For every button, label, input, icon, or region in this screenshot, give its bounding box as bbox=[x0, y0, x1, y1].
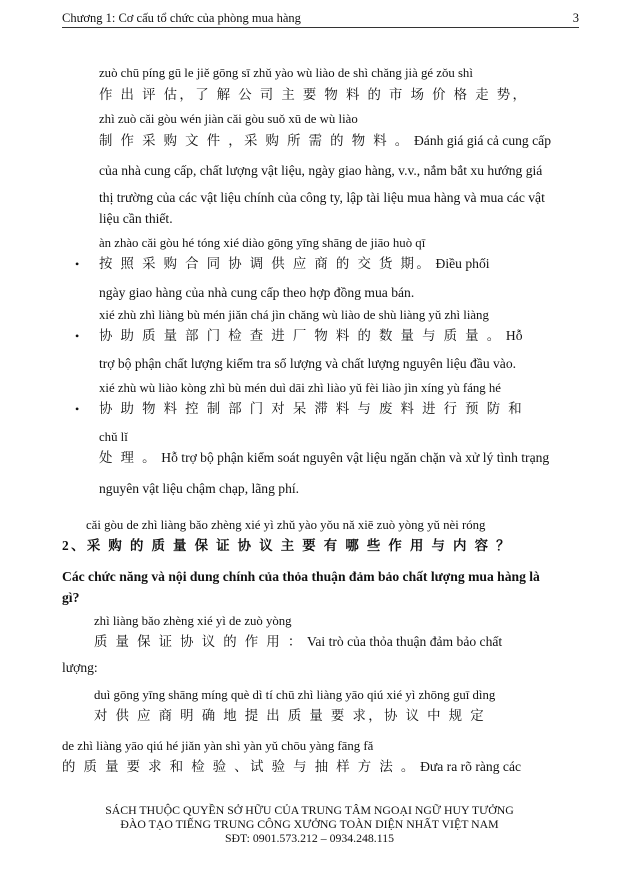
mixed-line bbox=[62, 756, 521, 775]
header-divider bbox=[62, 27, 579, 28]
page-header bbox=[62, 8, 579, 28]
vietnamese-text: Hỗ bbox=[505, 328, 523, 343]
chinese-text: 处 理 。 bbox=[99, 450, 158, 465]
chinese-text: 制 作 采 购 文 件 ，采 购 所 需 的 物 料 。 bbox=[99, 133, 411, 148]
pinyin-line: xié zhù zhì liàng bù mén jiǎn chá jìn chǎng wù liào de shù liàng yǔ zhì liàng bbox=[99, 308, 489, 322]
pinyin-line: àn zhào cǎi gòu hé tóng xié diào gōng yīng shāng de jiāo huò qī bbox=[99, 236, 426, 250]
pinyin-line: duì gōng yīng shāng míng què dì tí chū zhì liàng yāo qiú xié yì zhōng guī dìng bbox=[94, 688, 496, 702]
mixed-line bbox=[99, 253, 490, 272]
footer-phone: SĐT: 0901.573.212 – 0934.248.115 bbox=[224, 831, 395, 845]
chinese-text: 协 助 质 量 部 门 检 查 进 厂 物 料 的 数 量 与 质 量 。 bbox=[99, 328, 503, 343]
section-heading-vietnamese: Các chức năng và nội dung chính của thỏa thuận đảm bảo chất lượng mua hàng là bbox=[62, 569, 540, 584]
vietnamese-line: liệu cần thiết. bbox=[99, 211, 173, 226]
section-heading-chinese: 2、采 购 的 质 量 保 证 协 议 主 要 有 哪 些 作 用 与 内 容 ？ bbox=[62, 538, 512, 553]
section-heading-vietnamese: gì? bbox=[62, 590, 80, 605]
chinese-text: 的 质 量 要 求 和 检 验 、试 验 与 抽 样 方 法 。 bbox=[62, 759, 417, 774]
pinyin-line: zhì liàng bǎo zhèng xié yì de zuò yòng bbox=[94, 614, 292, 628]
chinese-line: 对 供 应 商 明 确 地 提 出 质 量 要 求，协 议 中 规 定 bbox=[94, 708, 486, 723]
pinyin-line: cǎi gòu de zhì liàng bǎo zhèng xié yì zhǔ yào yǒu nǎ xiē zuò yòng yǔ nèi róng bbox=[86, 518, 486, 532]
vietnamese-line: của nhà cung cấp, chất lượng vật liệu, ngày giao hàng, v.v., nắm bắt xu hướng giá bbox=[99, 163, 543, 178]
chinese-text: 按 照 采 购 合 同 协 调 供 应 商 的 交 货 期。 bbox=[99, 256, 433, 271]
chinese-line: 协 助 物 料 控 制 部 门 对 呆 滞 料 与 废 料 进 行 预 防 和 bbox=[99, 401, 525, 416]
vietnamese-line: lượng: bbox=[62, 660, 98, 675]
bullet-marker: • bbox=[75, 402, 80, 416]
mixed-line bbox=[99, 447, 549, 466]
vietnamese-line: thị trường của các vật liệu chính của công ty, lập tài liệu mua hàng và mua các vật bbox=[99, 190, 545, 205]
mixed-line bbox=[99, 130, 551, 149]
chapter-title: Chương 1: Cơ cấu tổ chức của phòng mua hàng bbox=[62, 11, 301, 25]
chinese-line: 作 出 评 估，了 解 公 司 主 要 物 料 的 市 场 价 格 走 势， bbox=[99, 87, 529, 102]
vietnamese-text: Đánh giá giá cả cung cấp bbox=[413, 133, 551, 148]
mixed-line bbox=[99, 325, 523, 344]
vietnamese-text: Đưa ra rõ ràng các bbox=[420, 759, 522, 774]
pinyin-line: de zhì liàng yāo qiú hé jiǎn yàn shì yàn yǔ chōu yàng fāng fǎ bbox=[62, 739, 374, 753]
bullet-marker: • bbox=[75, 329, 80, 343]
vietnamese-line: ngày giao hàng của nhà cung cấp theo hợp đồng mua bán. bbox=[99, 285, 415, 300]
vietnamese-line: trợ bộ phận chất lượng kiểm tra số lượng và chất lượng nguyên liệu đầu vào. bbox=[99, 356, 517, 371]
pinyin-line: xié zhù wù liào kòng zhì bù mén duì dāi zhì liào yǔ fèi liào jìn xíng yù fáng hé bbox=[99, 381, 501, 395]
mixed-line bbox=[94, 631, 502, 650]
vietnamese-line: nguyên vật liệu chậm chạp, lãng phí. bbox=[99, 481, 300, 496]
chinese-text: 质 量 保 证 协 议 的 作 用 ： bbox=[94, 634, 304, 649]
page-number: 3 bbox=[572, 11, 579, 25]
bullet-marker: • bbox=[75, 257, 80, 271]
footer-line: SÁCH THUỘC QUYỀN SỞ HỮU CỦA TRUNG TÂM NGOẠI NGỮ HUY TƯỞNG bbox=[105, 803, 514, 817]
vietnamese-text: Vai trò của thỏa thuận đảm bảo chất bbox=[307, 634, 503, 649]
pinyin-line: zhì zuò cǎi gòu wén jiàn cǎi gòu suǒ xū de wù liào bbox=[99, 112, 358, 126]
vietnamese-text: Hỗ trợ bộ phận kiểm soát nguyên vật liệu ngăn chặn và xử lý tình trạng bbox=[161, 450, 550, 465]
pinyin-line: zuò chū píng gū le jiě gōng sī zhǔ yào wù liào de shì chǎng jià gé zǒu shì bbox=[99, 66, 473, 80]
vietnamese-text: Điều phối bbox=[435, 256, 490, 271]
pinyin-line: chǔ lǐ bbox=[99, 430, 128, 444]
footer-line: ĐÀO TẠO TIẾNG TRUNG CÔNG XƯỞNG TOÀN DIỆN NHẤT VIỆT NAM bbox=[120, 817, 499, 831]
